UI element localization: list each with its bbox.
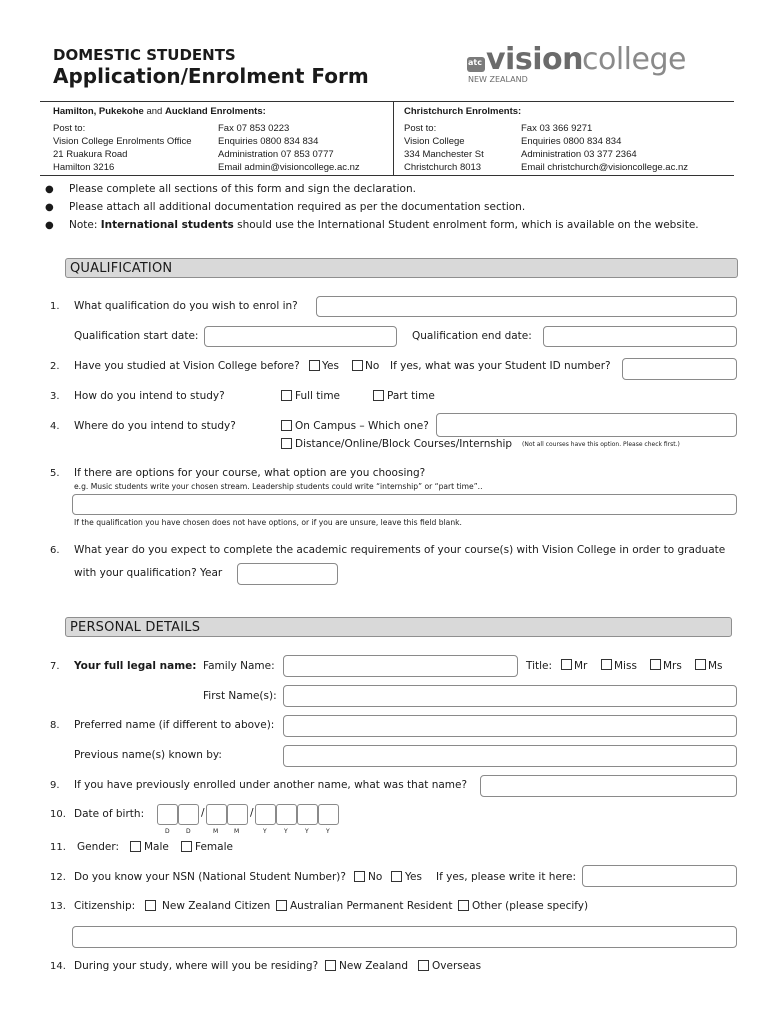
instruction-3: [69, 219, 699, 231]
question-number: 12.: [50, 872, 66, 883]
south-heading: Christchurch Enrolments:: [404, 106, 522, 117]
north-info-line: Fax 07 853 0223: [218, 123, 290, 134]
qualification-input[interactable]: [316, 296, 737, 317]
q6-label-year: with your qualification? Year: [74, 567, 223, 579]
dob-hint: D: [186, 828, 191, 835]
instruction-3-bold: International students: [100, 219, 234, 231]
north-post-line: Post to:: [53, 123, 86, 134]
title-label: Title:: [526, 660, 553, 672]
north-heading-and: and: [143, 106, 165, 117]
male-label: Male: [144, 841, 169, 853]
south-post-block: [404, 122, 484, 174]
q6-label: What year do you expect to complete the academic requirements of your course(s) with Vision College in order to graduate: [74, 544, 726, 556]
q14-label: During your study, where will you be residing?: [74, 960, 319, 972]
instruction-3-post: should use the International Student enrolment form, which is available on the website.: [233, 219, 699, 231]
q13-label: Citizenship:: [74, 900, 136, 912]
au-resident-checkbox[interactable]: [276, 900, 287, 911]
bullet-icon: ●: [45, 184, 54, 195]
title-mrs-checkbox[interactable]: [650, 659, 661, 670]
nsn-no-checkbox[interactable]: [354, 871, 365, 882]
dob-hint: Y: [326, 828, 330, 835]
south-info-block: [521, 122, 688, 174]
question-number: 3.: [50, 391, 60, 402]
north-heading-b: Auckland Enrolments:: [164, 106, 266, 117]
nsn-yes-label: Yes: [405, 871, 422, 883]
q9-label: If you have previously enrolled under another name, what was that name?: [74, 779, 468, 791]
question-number: 10.: [50, 809, 66, 820]
bullet-icon: ●: [45, 202, 54, 213]
north-info-line: Enquiries 0800 834 834: [218, 136, 319, 147]
bullet-icon: ●: [45, 220, 54, 231]
preferred-name-input[interactable]: [283, 715, 737, 737]
dob-year-3-input[interactable]: [297, 804, 318, 825]
north-heading: [53, 106, 266, 117]
full-time-label: Full time: [295, 390, 341, 402]
student-id-label: If yes, what was your Student ID number?: [390, 360, 611, 372]
contact-bottom-rule: [40, 175, 734, 176]
contact-top-rule: [40, 101, 734, 102]
title-ms-checkbox[interactable]: [695, 659, 706, 670]
nz-citizen-checkbox[interactable]: [145, 900, 156, 911]
question-number: 2.: [50, 361, 60, 372]
question-number: 6.: [50, 545, 60, 556]
title-miss-checkbox[interactable]: [601, 659, 612, 670]
vision-college-logo: [463, 42, 738, 88]
distance-note: (Not all courses have this option. Please check first.): [522, 441, 680, 448]
q5-example: e.g. Music students write your chosen stream. Leadership students could write “internship” or “part time”..: [74, 482, 483, 491]
on-campus-checkbox[interactable]: [281, 420, 292, 431]
full-time-checkbox[interactable]: [281, 390, 292, 401]
logo-college: college: [582, 42, 686, 77]
yes-label: Yes: [322, 360, 339, 372]
dob-month-1-input[interactable]: [206, 804, 227, 825]
dob-hint: D: [165, 828, 170, 835]
other-citizenship-label: Other (please specify): [472, 900, 589, 912]
logo-badge: [467, 57, 485, 72]
form-title: Application/Enrolment Form: [53, 64, 369, 88]
instruction-1: Please complete all sections of this form and sign the declaration.: [69, 183, 416, 195]
q8-label: Preferred name (if different to above):: [74, 719, 275, 731]
campus-input[interactable]: [436, 413, 737, 437]
gender-female-checkbox[interactable]: [181, 841, 192, 852]
no-label: No: [365, 360, 380, 372]
nz-citizen-label: New Zealand Citizen: [162, 900, 271, 912]
question-number: 4.: [50, 421, 60, 432]
dob-separator: /: [250, 807, 254, 819]
studied-before-no-checkbox[interactable]: [352, 360, 363, 371]
previous-names-input[interactable]: [283, 745, 737, 767]
nsn-write-label: If yes, please write it here:: [436, 871, 577, 883]
part-time-checkbox[interactable]: [373, 390, 384, 401]
question-number: 14.: [50, 961, 66, 972]
south-post-line: 334 Manchester St: [404, 149, 484, 160]
instruction-3-pre: Note:: [69, 219, 101, 231]
north-info-line: Email admin@visioncollege.ac.nz: [218, 162, 360, 173]
gender-male-checkbox[interactable]: [130, 841, 141, 852]
au-resident-label: Australian Permanent Resident: [290, 900, 453, 912]
north-info-block: [218, 122, 360, 174]
title-mrs-label: Mrs: [663, 660, 682, 672]
title-ms-label: Ms: [708, 660, 723, 672]
section-header-personal-details: [65, 617, 732, 637]
south-info-line: Enquiries 0800 834 834: [521, 136, 622, 147]
logo-badge-text: atc: [468, 58, 482, 67]
part-time-label: Part time: [387, 390, 435, 402]
section-title: PERSONAL DETAILS: [70, 620, 201, 635]
q5-label: If there are options for your course, what option are you choosing?: [74, 467, 426, 479]
dob-day-2-input[interactable]: [178, 804, 199, 825]
on-campus-label: On Campus – Which one?: [295, 420, 429, 432]
north-post-line: Vision College Enrolments Office: [53, 136, 192, 147]
dob-hint: M: [234, 828, 240, 835]
contact-divider: [393, 102, 394, 175]
first-name-label: First Name(s):: [203, 690, 277, 702]
q3-label: How do you intend to study?: [74, 390, 225, 402]
q5-note: If the qualification you have chosen does not have options, or if you are unsure, leave this field blank.: [74, 518, 462, 527]
other-citizenship-input[interactable]: [72, 926, 737, 948]
question-number: 9.: [50, 780, 60, 791]
dob-hint: M: [213, 828, 219, 835]
north-post-line: Hamilton 3216: [53, 162, 115, 173]
residing-nz-checkbox[interactable]: [325, 960, 336, 971]
nsn-no-label: No: [368, 871, 383, 883]
title-mr-label: Mr: [574, 660, 588, 672]
q1-label: What qualification do you wish to enrol in?: [74, 300, 298, 312]
dob-hint: Y: [305, 828, 309, 835]
north-heading-a: Hamilton, Pukekohe: [53, 106, 144, 117]
logo-country: NEW ZEALAND: [468, 75, 528, 84]
studied-before-yes-checkbox[interactable]: [309, 360, 320, 371]
title-mr-checkbox[interactable]: [561, 659, 572, 670]
start-date-label: Qualification start date:: [74, 330, 199, 342]
south-info-line: Email christchurch@visioncollege.ac.nz: [521, 162, 688, 173]
nsn-input[interactable]: [582, 865, 737, 887]
dob-month-2-input[interactable]: [227, 804, 248, 825]
south-post-line: Post to:: [404, 123, 437, 134]
question-number: 1.: [50, 301, 60, 312]
other-citizenship-checkbox[interactable]: [458, 900, 469, 911]
north-post-line: 21 Ruakura Road: [53, 149, 128, 160]
distance-label: Distance/Online/Block Courses/Internship: [295, 438, 513, 450]
residing-overseas-label: Overseas: [432, 960, 482, 972]
q7-label: Your full legal name:: [74, 660, 197, 672]
previous-names-label: Previous name(s) known by:: [74, 749, 222, 761]
south-post-line: Vision College: [404, 136, 465, 147]
student-id-input[interactable]: [622, 358, 737, 380]
q12-label: Do you know your NSN (National Student Number)?: [74, 871, 346, 883]
instruction-2: Please attach all additional documentation required as per the documentation section.: [69, 201, 526, 213]
residing-overseas-checkbox[interactable]: [418, 960, 429, 971]
south-info-line: Administration 03 377 2364: [521, 149, 637, 160]
course-option-input[interactable]: [72, 494, 737, 515]
dob-hint: Y: [284, 828, 288, 835]
q10-label: Date of birth:: [74, 808, 145, 820]
graduation-year-input[interactable]: [237, 563, 338, 585]
south-post-line: Christchurch 8013: [404, 162, 482, 173]
question-number: 11.: [50, 842, 66, 853]
dob-year-2-input[interactable]: [276, 804, 297, 825]
question-number: 5.: [50, 468, 60, 479]
north-post-block: [53, 122, 192, 174]
question-number: 7.: [50, 661, 60, 672]
dob-year-1-input[interactable]: [255, 804, 276, 825]
residing-nz-label: New Zealand: [339, 960, 408, 972]
question-number: 8.: [50, 720, 60, 731]
q2-label: Have you studied at Vision College before?: [74, 360, 300, 372]
nsn-yes-checkbox[interactable]: [391, 871, 402, 882]
start-date-input[interactable]: [204, 326, 397, 347]
dob-hint: Y: [263, 828, 267, 835]
north-info-line: Administration 07 853 0777: [218, 149, 334, 160]
family-name-label: Family Name:: [203, 660, 275, 672]
section-header-qualification: [65, 258, 738, 278]
dob-day-1-input[interactable]: [157, 804, 178, 825]
south-info-line: Fax 03 366 9271: [521, 123, 593, 134]
distance-checkbox[interactable]: [281, 438, 292, 449]
end-date-label: Qualification end date:: [412, 330, 532, 342]
logo-vision: vision: [486, 42, 583, 77]
other-name-input[interactable]: [480, 775, 737, 797]
dob-separator: /: [201, 807, 205, 819]
q4-label: Where do you intend to study?: [74, 420, 236, 432]
form-subtitle: DOMESTIC STUDENTS: [53, 46, 236, 64]
title-miss-label: Miss: [614, 660, 637, 672]
dob-year-4-input[interactable]: [318, 804, 339, 825]
question-number: 13.: [50, 901, 66, 912]
q11-label: Gender:: [77, 841, 120, 853]
female-label: Female: [195, 841, 233, 853]
section-title: QUALIFICATION: [70, 261, 173, 276]
family-name-input[interactable]: [283, 655, 518, 677]
end-date-input[interactable]: [543, 326, 737, 347]
first-name-input[interactable]: [283, 685, 737, 707]
